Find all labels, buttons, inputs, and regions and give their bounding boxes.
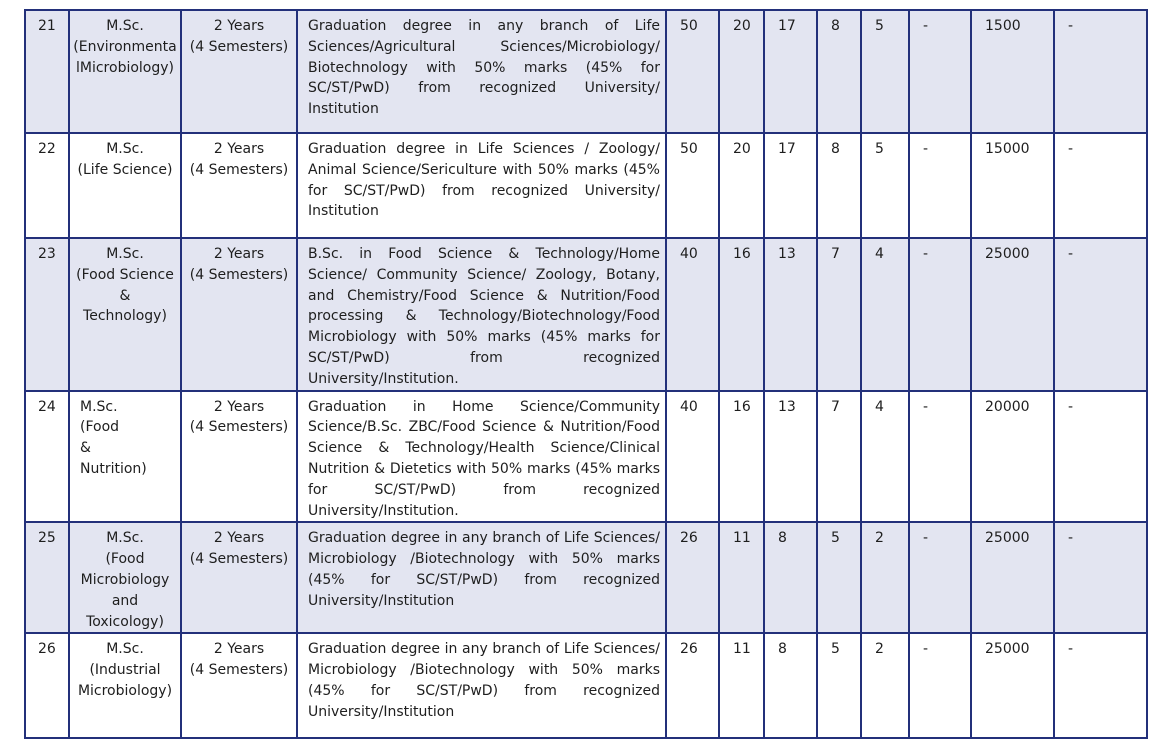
value-cell-c6: - [909, 133, 971, 238]
duration-line: (4 Semesters) [189, 551, 289, 568]
value-cell-c5: 2 [861, 522, 909, 633]
fee-cell: 25000 [971, 633, 1054, 738]
course-name-line: (Environmenta [73, 38, 177, 55]
duration-line: (4 Semesters) [189, 419, 289, 436]
fee-cell: 25000 [971, 522, 1054, 633]
duration-line: (4 Semesters) [189, 266, 289, 283]
eligibility-cell [297, 238, 666, 391]
value-cell-c6: - [909, 391, 971, 523]
value-cell-c3: 13 [764, 391, 817, 523]
duration-line: 2 Years [213, 641, 265, 658]
eligibility-text: B.Sc. in Food Science & Technology/Home Science/ Community Science/ Zoology, Botany, and Chemistry/Food Science & Nutrition/Food processing & Technology/Biotechnology/Food Microbiology with 50% marks (45% marks for SC/ST/PwD) from recognized University/Institution. [308, 246, 660, 387]
course-name-line: M.Sc. [106, 641, 144, 658]
value-cell-c4: 7 [817, 391, 861, 523]
course-name-line: & [80, 440, 91, 457]
table-row [25, 238, 1147, 391]
course-name-cell [69, 522, 181, 633]
course-name-line: & [119, 287, 131, 304]
duration-line: 2 Years [213, 18, 265, 34]
value-cell-c1: 26 [666, 522, 719, 633]
table-row [25, 522, 1147, 633]
eligibility-text: Graduation degree in any branch of Life Sciences/ Microbiology /Biotechnology with 50% marks (45% for SC/ST/PwD) from recognized University/Institution [308, 530, 660, 609]
table-row [25, 391, 1147, 523]
duration-cell [181, 10, 297, 133]
course-name-line: (Food Science [76, 266, 174, 283]
fee-cell: 25000 [971, 238, 1054, 391]
value-cell-c8: - [1054, 522, 1147, 633]
value-cell-c2: 11 [719, 633, 764, 738]
course-name-cell [69, 238, 181, 391]
value-cell-c4: 5 [817, 522, 861, 633]
eligibility-text: Graduation degree in any branch of Life Sciences/Agricultural Sciences/Microbiology/ Biotechnology with 50% marks (45% for SC/ST/PwD) from recognized University/ Institution [308, 18, 660, 118]
value-cell-c2: 20 [719, 133, 764, 238]
serial-number-cell: 24 [25, 391, 69, 523]
value-cell-c4: 5 [817, 633, 861, 738]
value-cell-c1: 26 [666, 633, 719, 738]
value-cell-c1: 50 [666, 10, 719, 133]
value-cell-c6: - [909, 10, 971, 133]
value-cell-c3: 17 [764, 10, 817, 133]
course-table [24, 9, 1148, 739]
value-cell-c5: 5 [861, 10, 909, 133]
eligibility-cell [297, 133, 666, 238]
course-name-line: Nutrition) [80, 460, 147, 477]
eligibility-cell [297, 522, 666, 633]
eligibility-cell [297, 391, 666, 523]
duration-cell [181, 522, 297, 633]
duration-line: 2 Years [213, 141, 265, 157]
duration-cell [181, 238, 297, 391]
serial-number-cell: 23 [25, 238, 69, 391]
value-cell-c1: 40 [666, 391, 719, 523]
course-name-line: lMicrobiology) [76, 59, 174, 76]
value-cell-c1: 40 [666, 238, 719, 391]
fee-cell: 1500 [971, 10, 1054, 133]
value-cell-c6: - [909, 633, 971, 738]
value-cell-c3: 17 [764, 133, 817, 238]
course-name-cell [69, 391, 181, 523]
value-cell-c2: 16 [719, 238, 764, 391]
course-name-cell [69, 10, 181, 133]
value-cell-c4: 8 [817, 133, 861, 238]
value-cell-c5: 5 [861, 133, 909, 238]
table-row [25, 10, 1147, 133]
course-name-line: (Food [80, 419, 120, 436]
course-name-line: (Industrial [89, 662, 161, 679]
duration-line: (4 Semesters) [189, 38, 289, 55]
duration-line: (4 Semesters) [189, 662, 289, 679]
value-cell-c6: - [909, 238, 971, 391]
eligibility-cell [297, 633, 666, 738]
eligibility-text: Graduation degree in any branch of Life Sciences/ Microbiology /Biotechnology with 50% marks (45% for SC/ST/PwD) from recognized University/Institution [308, 641, 660, 720]
eligibility-text: Graduation degree in Life Sciences / Zoology/ Animal Science/Sericulture with 50% marks (45% for SC/ST/PwD) from recognized University/ Institution [308, 141, 660, 220]
value-cell-c8: - [1054, 10, 1147, 133]
duration-line: 2 Years [213, 246, 265, 262]
course-name-line: and [111, 592, 139, 609]
value-cell-c4: 7 [817, 238, 861, 391]
table-row [25, 633, 1147, 738]
value-cell-c8: - [1054, 238, 1147, 391]
value-cell-c8: - [1054, 391, 1147, 523]
serial-number-cell: 22 [25, 133, 69, 238]
value-cell-c8: - [1054, 633, 1147, 738]
value-cell-c3: 8 [764, 633, 817, 738]
value-cell-c4: 8 [817, 10, 861, 133]
value-cell-c5: 2 [861, 633, 909, 738]
course-name-line: M.Sc. [106, 530, 144, 547]
course-name-line: (Life Science) [77, 161, 173, 178]
fee-cell: 15000 [971, 133, 1054, 238]
course-name-line: Microbiology) [77, 682, 173, 699]
duration-line: 2 Years [213, 530, 265, 547]
serial-number-cell: 26 [25, 633, 69, 738]
course-name-line: Toxicology) [86, 613, 164, 630]
eligibility-cell [297, 10, 666, 133]
value-cell-c2: 11 [719, 522, 764, 633]
course-name-line: Technology) [83, 308, 167, 325]
course-name-line: Microbiology [80, 571, 170, 588]
value-cell-c5: 4 [861, 238, 909, 391]
value-cell-c3: 13 [764, 238, 817, 391]
serial-number-cell: 21 [25, 10, 69, 133]
course-name-cell [69, 133, 181, 238]
course-name-line: M.Sc. [106, 246, 144, 262]
value-cell-c5: 4 [861, 391, 909, 523]
value-cell-c6: - [909, 522, 971, 633]
course-name-line: M.Sc. [106, 18, 144, 34]
value-cell-c8: - [1054, 133, 1147, 238]
value-cell-c2: 16 [719, 391, 764, 523]
fee-cell: 20000 [971, 391, 1054, 523]
duration-cell [181, 391, 297, 523]
course-name-line: (Food [105, 551, 145, 568]
value-cell-c1: 50 [666, 133, 719, 238]
table-row [25, 133, 1147, 238]
duration-cell [181, 633, 297, 738]
duration-cell [181, 133, 297, 238]
eligibility-text: Graduation in Home Science/Community Science/B.Sc. ZBC/Food Science & Nutrition/Food Science & Technology/Health Science/Clinical Nutrition & Dietetics with 50% marks (45% marks for SC/ST/PwD) from recognized University/Institution. [308, 398, 660, 519]
duration-line: 2 Years [213, 398, 265, 415]
duration-line: (4 Semesters) [189, 161, 289, 178]
course-name-line: M.Sc. [80, 398, 118, 415]
serial-number-cell: 25 [25, 522, 69, 633]
value-cell-c2: 20 [719, 10, 764, 133]
course-name-cell [69, 633, 181, 738]
course-name-line: M.Sc. [106, 141, 144, 157]
value-cell-c3: 8 [764, 522, 817, 633]
